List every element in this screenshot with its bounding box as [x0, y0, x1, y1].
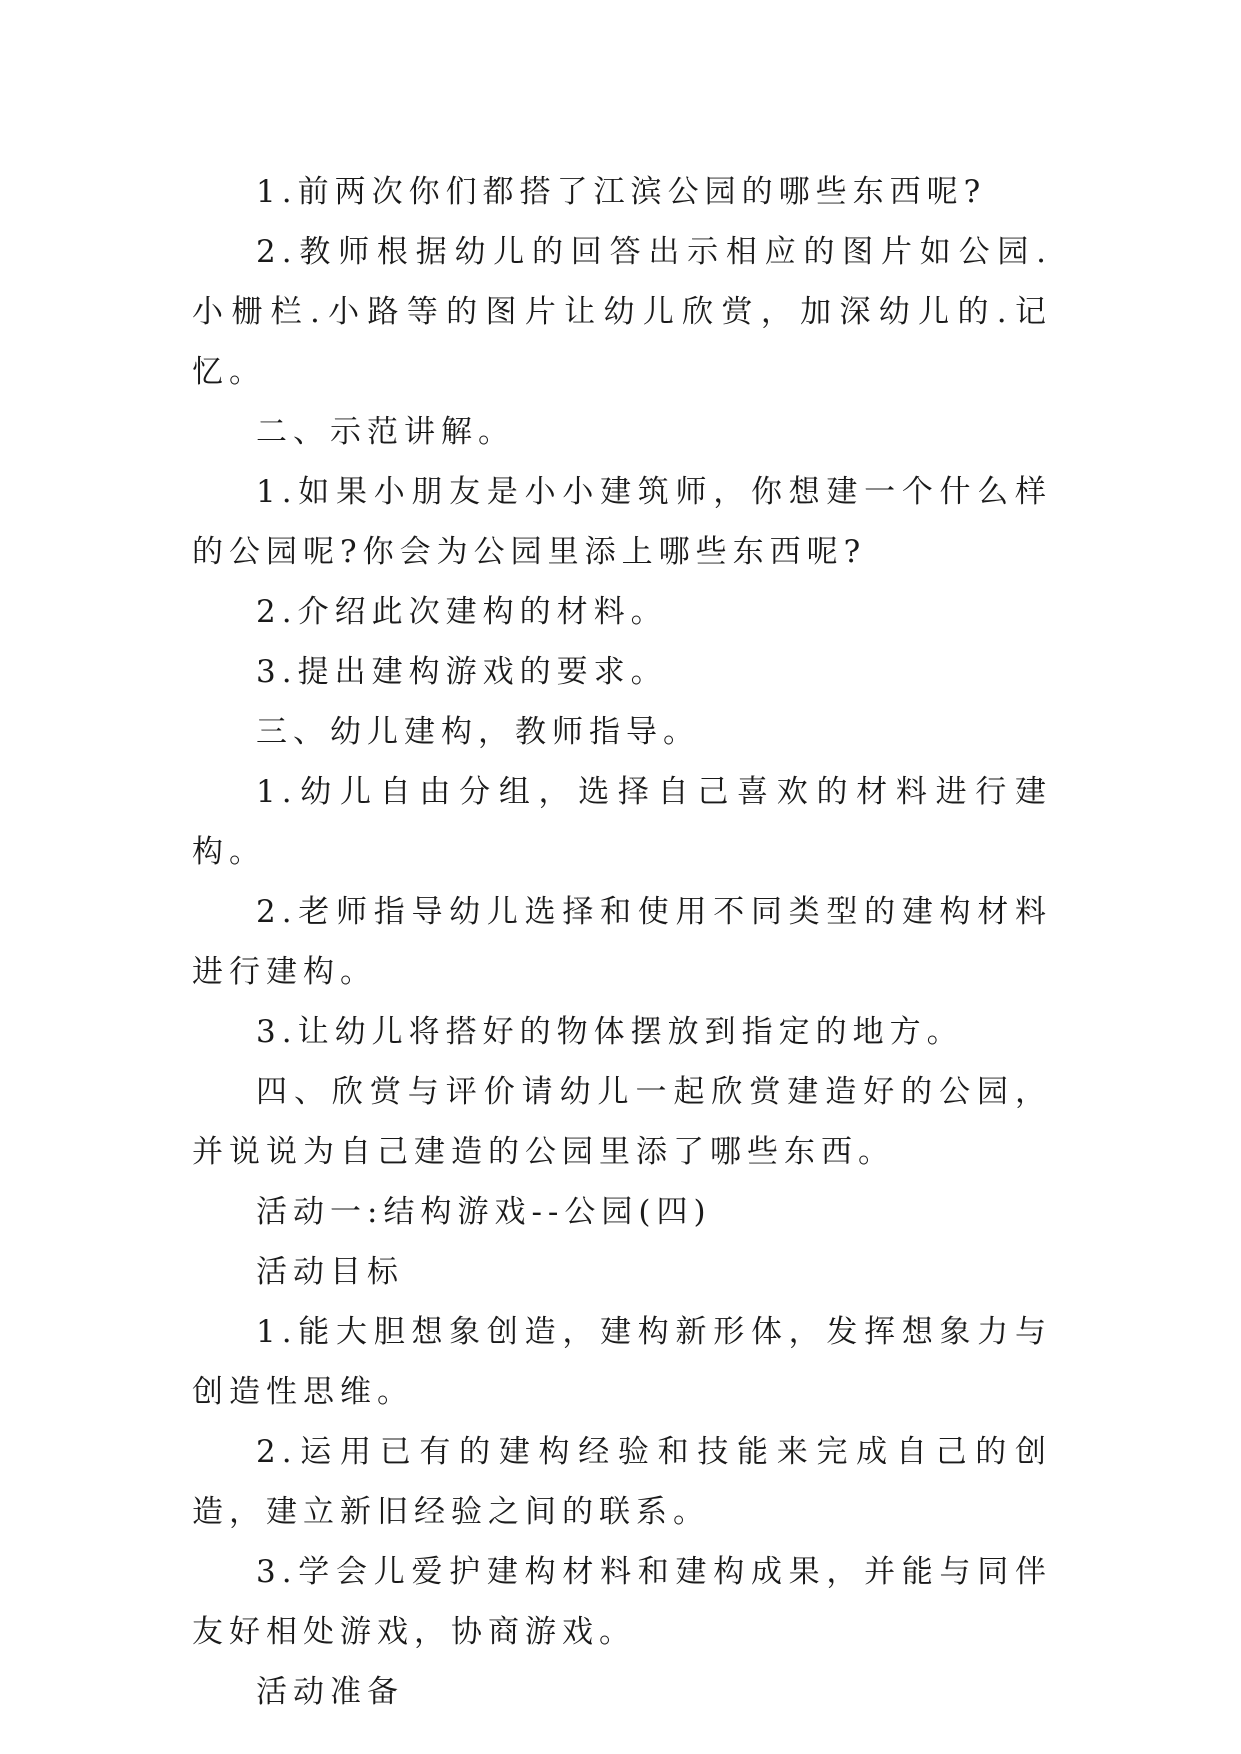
paragraph: 3.提出建构游戏的要求。 — [256, 654, 668, 690]
section-heading: 二、示范讲解。 — [256, 414, 515, 450]
section-heading: 三、幼儿建构，教师指导。 — [256, 714, 700, 750]
paragraph: 3.学会儿爱护建构材料和建构成果，并能与同伴友好相处游戏，协商游戏。 — [192, 1554, 1052, 1650]
paragraph: 四、欣赏与评价请幼儿一起欣赏建造好的公园，并说说为自己建造的公园里添了哪些东西。 — [192, 1074, 1052, 1170]
activity-title: 活动一:结构游戏--公园(四) — [256, 1194, 712, 1230]
section-heading: 活动目标 — [256, 1254, 404, 1290]
paragraph: 1.幼儿自由分组，选择自己喜欢的材料进行建构。 — [192, 774, 1052, 870]
paragraph: 2.运用已有的建构经验和技能来完成自己的创造，建立新旧经验之间的联系。 — [192, 1434, 1052, 1530]
paragraph: 1.前两次你们都搭了江滨公园的哪些东西呢? — [256, 174, 987, 210]
paragraph: 2.教师根据幼儿的回答出示相应的图片如公园.小栅栏.小路等的图片让幼儿欣赏，加深幼儿的.记忆。 — [192, 234, 1052, 390]
document-body — [192, 162, 1052, 1722]
paragraph: 1.能大胆想象创造，建构新形体，发挥想象力与创造性思维。 — [192, 1314, 1052, 1410]
paragraph: 2.介绍此次建构的材料。 — [256, 594, 668, 630]
paragraph: 1.如果小朋友是小小建筑师，你想建一个什么样的公园呢?你会为公园里添上哪些东西呢? — [192, 474, 1052, 570]
section-heading: 活动准备 — [256, 1674, 404, 1710]
paragraph: 3.让幼儿将搭好的物体摆放到指定的地方。 — [256, 1014, 964, 1050]
paragraph: 2.老师指导幼儿选择和使用不同类型的建构材料进行建构。 — [192, 894, 1052, 990]
